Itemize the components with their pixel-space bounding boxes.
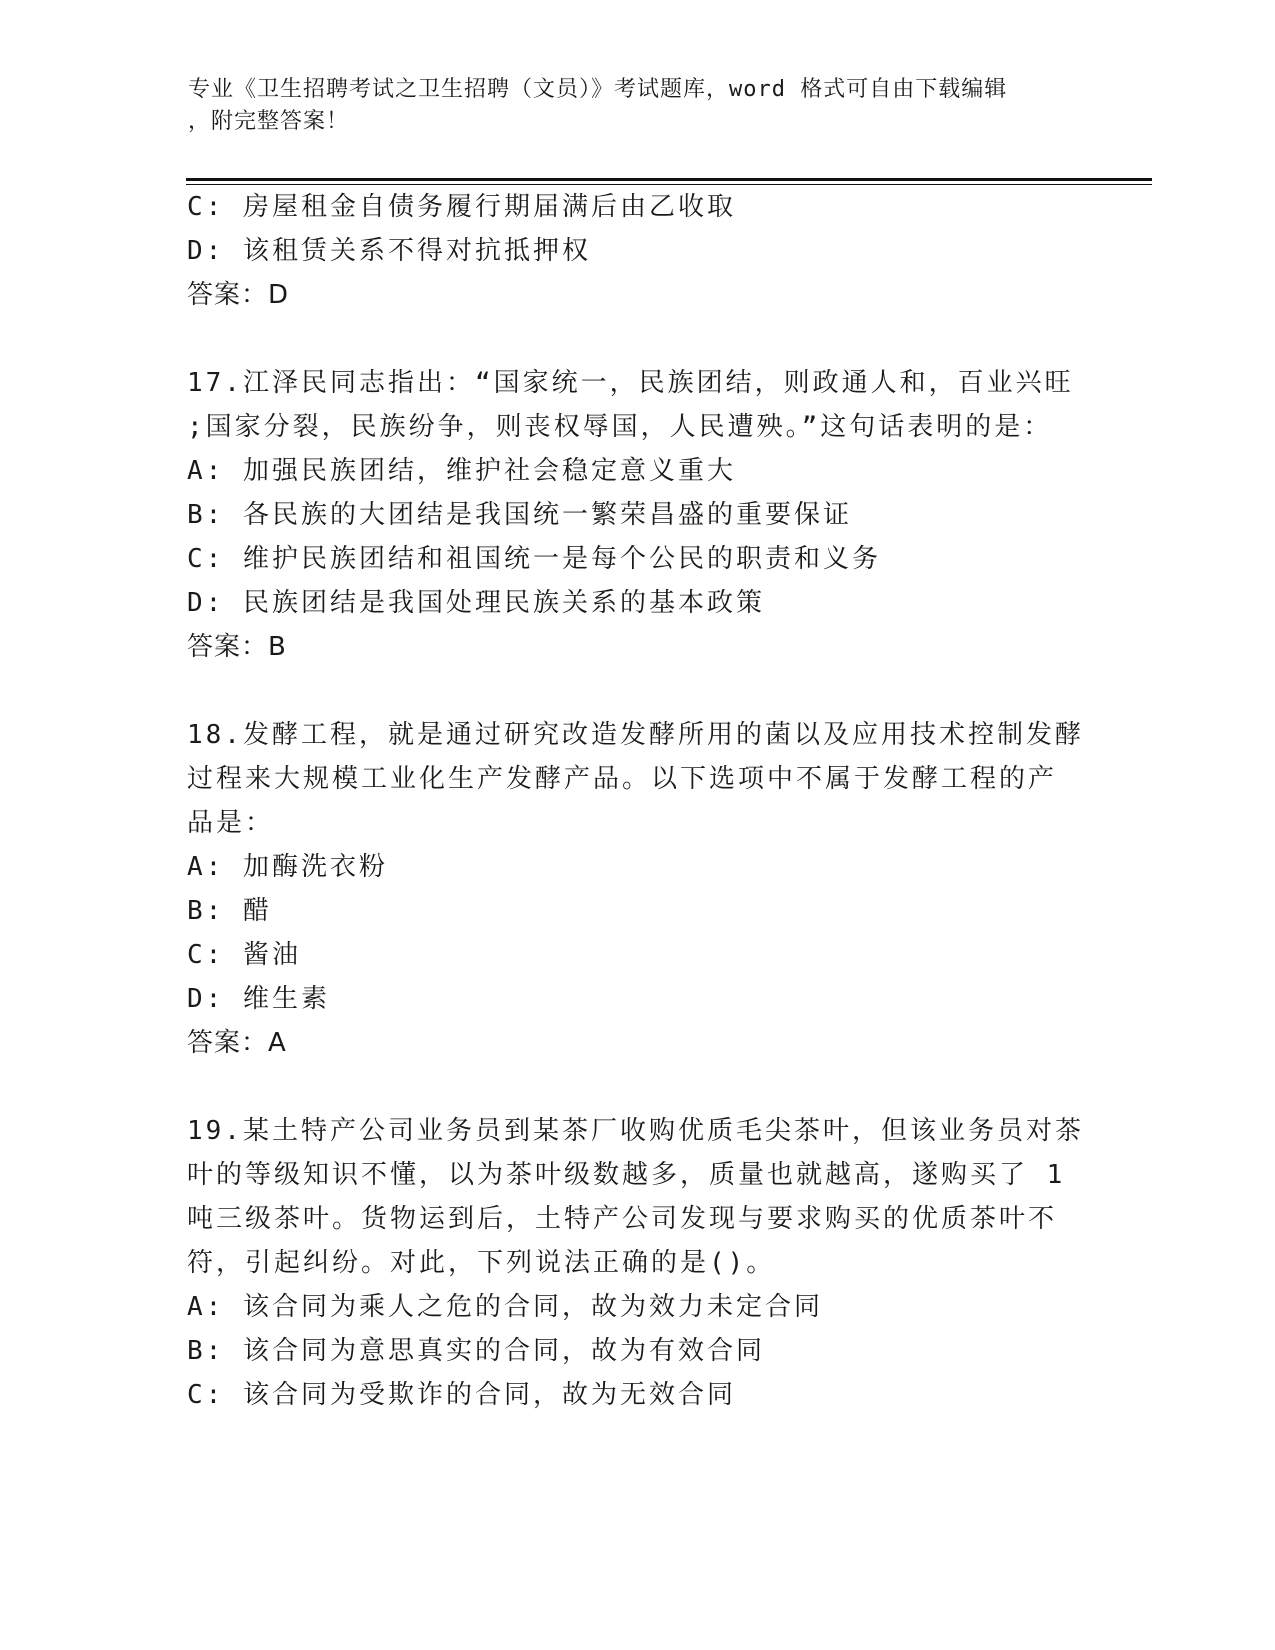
q19-option-b: B: 该合同为意思真实的合同，故为有效合同 bbox=[187, 1336, 765, 1366]
q19-stem-line-3: 吨三级茶叶。货物运到后，土特产公司发现与要求购买的优质茶叶不 bbox=[187, 1204, 1058, 1234]
header-divider-thick bbox=[186, 178, 1152, 181]
header-divider-thin bbox=[186, 184, 1152, 185]
q18-option-c: C: 酱油 bbox=[187, 940, 301, 970]
q17-option-b: B: 各民族的大团结是我国统一繁荣昌盛的重要保证 bbox=[187, 500, 852, 530]
q19-stem-line-1: 19.某土特产公司业务员到某茶厂收购优质毛尖茶叶，但该业务员对茶 bbox=[187, 1116, 1084, 1146]
q16-option-c: C: 房屋租金自债务履行期届满后由乙收取 bbox=[187, 192, 736, 222]
q17-stem-line-1: 17.江泽民同志指出：“国家统一，民族团结，则政通人和，百业兴旺 bbox=[187, 368, 1074, 398]
q17-option-d: D: 民族团结是我国处理民族关系的基本政策 bbox=[187, 588, 765, 618]
q18-answer: 答案：A bbox=[187, 1028, 287, 1058]
q17-option-c: C: 维护民族团结和祖国统一是每个公民的职责和义务 bbox=[187, 544, 881, 574]
q18-stem-line-2: 过程来大规模工业化生产发酵产品。以下选项中不属于发酵工程的产 bbox=[187, 764, 1058, 794]
q19-option-c: C: 该合同为受欺诈的合同，故为无效合同 bbox=[187, 1380, 736, 1410]
q17-option-a: A: 加强民族团结，维护社会稳定意义重大 bbox=[187, 456, 736, 486]
q18-stem-line-3: 品是： bbox=[187, 808, 275, 838]
q18-option-a: A: 加酶洗衣粉 bbox=[187, 852, 388, 882]
q18-option-d: D: 维生素 bbox=[187, 984, 330, 1014]
header-line-2: ，附完整答案！ bbox=[188, 109, 350, 134]
q18-stem-line-1: 18.发酵工程，就是通过研究改造发酵所用的菌以及应用技术控制发酵 bbox=[187, 720, 1084, 750]
q16-option-d: D: 该租赁关系不得对抗抵押权 bbox=[187, 236, 591, 266]
q17-stem-line-2: ;国家分裂，民族纷争，则丧权辱国，人民遭殃。”这句话表明的是： bbox=[187, 412, 1053, 442]
q19-stem-line-4: 符，引起纠纷。对此，下列说法正确的是()。 bbox=[187, 1248, 776, 1278]
document-header bbox=[188, 74, 1088, 138]
q19-stem-line-2: 叶的等级知识不懂，以为茶叶级数越多，质量也就越高，遂购买了 1 bbox=[187, 1160, 1066, 1190]
q16-answer: 答案：D bbox=[187, 280, 290, 310]
q17-answer: 答案：B bbox=[187, 632, 287, 662]
header-line-1: 专业《卫生招聘考试之卫生招聘（文员）》考试题库，word 格式可自由下载编辑 bbox=[188, 77, 1008, 102]
q19-option-a: A: 该合同为乘人之危的合同，故为效力未定合同 bbox=[187, 1292, 823, 1322]
q18-option-b: B: 醋 bbox=[187, 896, 272, 926]
